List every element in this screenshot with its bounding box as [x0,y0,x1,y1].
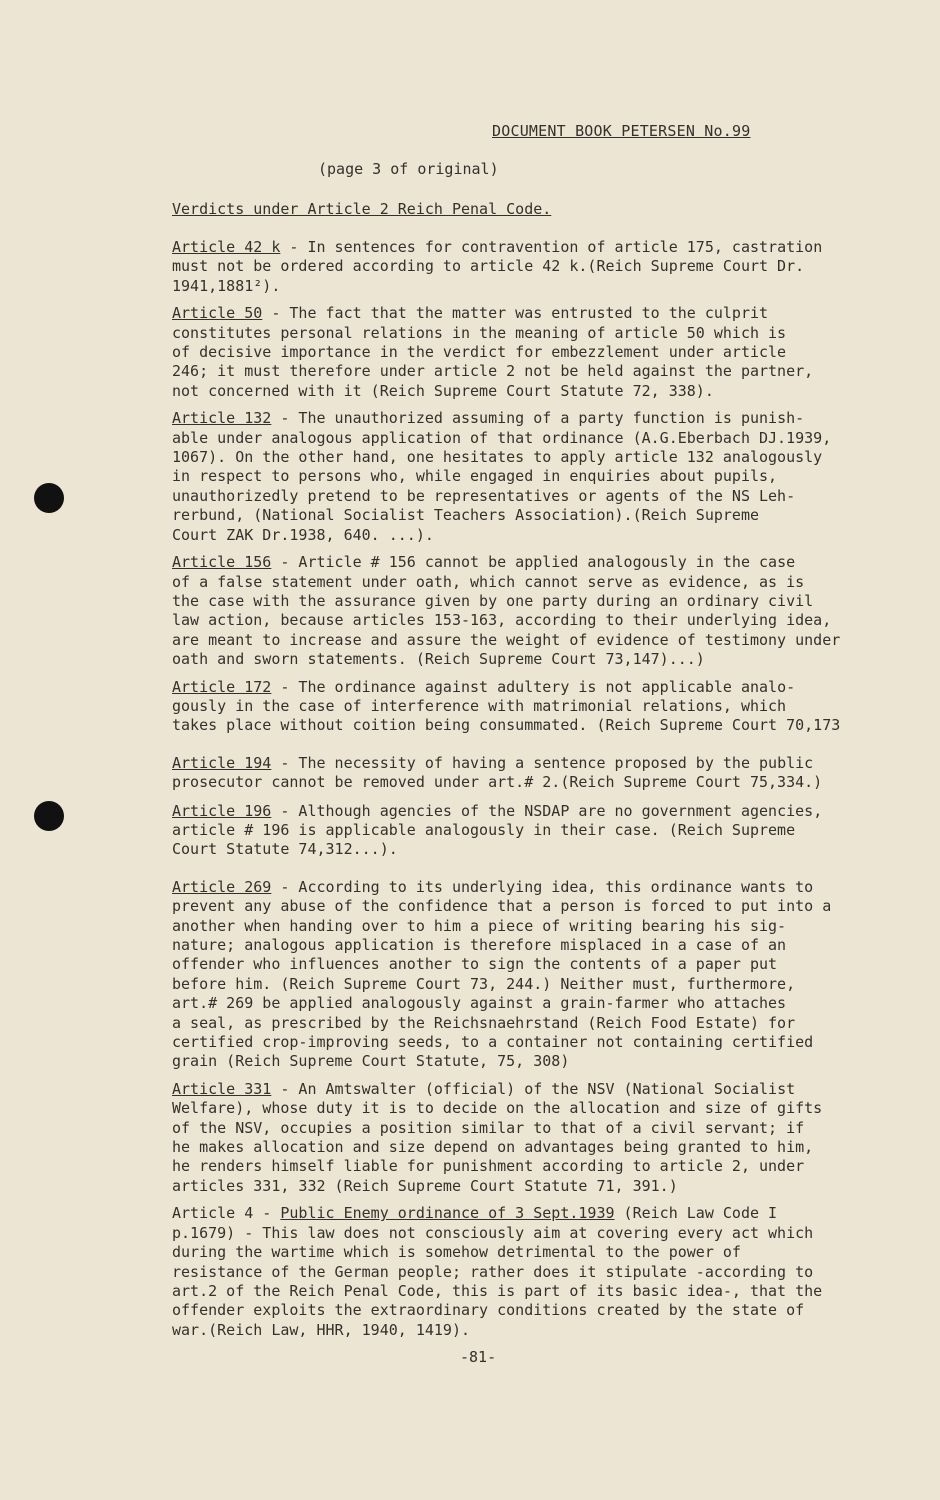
article-paragraph: Article 196 - Although agencies of the NSDAP are no government agencies, article # 196 is applicable analogously in their case. (Reich Supreme Court Statute 74,312...). [172,801,823,859]
article-paragraph: Article 172 - The ordinance against adultery is not applicable analo- gously in the case of interference with matrimonial relations, which takes place without coition being consummated. (Reich Supreme Court 70,173 [172,677,841,735]
article-paragraph: Article 269 - According to its underlying idea, this ordinance wants to prevent any abuse of the confidence that a person is forced to put into a another when handing over to him a piece of writing bearing his sig- nature; analogous application is therefore misplaced in a case of an offender who influences another to sign the contents of a paper put before him. (Reich Supreme Court 73, 244.) Neither must, furthermore, art.# 269 be applied analogously against a grain-farmer who attaches a seal, as prescribed by the Reichsnaehrstand (Reich Food Estate) for certified crop-improving seeds, to a container not containing certified grain (Reich Supreme Court Statute, 75, 308) [172,877,832,1071]
article-paragraph: Article 194 - The necessity of having a sentence proposed by the public prosecutor cannot be removed under art.# 2.(Reich Supreme Court 75,334.) [172,753,823,792]
article-heading: Article 196 [172,801,272,820]
article-heading: Article 194 [172,753,272,772]
article-paragraph: Article 156 - Article # 156 cannot be applied analogously in the case of a false statement under oath, which cannot serve as evidence, as is the case with the assurance given by one party during an ordinary civil law action, because articles 153-163, according to their underlying idea, are meant to increase and assure the weight of evidence of testimony under oath and sworn statements. (Reich Supreme Court 73,147)...) [172,553,841,669]
final-paragraph: Article 4 - Public Enemy ordinance of 3 Sept.1939 (Reich Law Code I p.1679) - This law does not consciously aim at covering every act which during the wartime which is somehow detrimental to the power of resistance of the German people; rather does it stipulate -according to art.2 of the Reich Penal Code, this is part of its basic idea-, that the offender exploits the extraordinary conditions created by the state of war.(Reich Law, HHR, 1940, 1419). [172,1204,823,1339]
article-heading: Article 172 [172,677,272,696]
article-heading: Article 331 [172,1079,272,1098]
document-header: DOCUMENT BOOK PETERSEN No.99 [492,122,751,140]
article-paragraph: Article 331 - An Amtswalter (official) of the NSV (National Socialist Welfare), whose duty it is to decide on the allocation and size of gifts of the NSV, occupies a position similar to that of a civil servant; if he makes allocation and size depend on advantages being granted to him, he renders himself liable for punishment according to article 2, under articles 331, 332 (Reich Supreme Court Statute 71, 391.) [172,1079,823,1195]
article-heading: Article 42 k [172,238,281,256]
section-title: Verdicts under Article 2 Reich Penal Code. [172,200,552,218]
punch-hole [34,801,64,831]
article-heading: Article 156 [172,553,272,572]
article-heading: Article 50 [172,304,263,323]
punch-hole [34,483,64,513]
document-body [172,238,888,1340]
article-paragraph: Article 42 k - In sentences for contravention of article 175, castration must not be ordered according to article 42 k.(Reich Supreme Court Dr. 1941,1881²). [172,238,823,295]
article-heading: Article 4 - [172,1204,281,1223]
article-heading: Article 132 [172,409,272,428]
ordinance-title: Public Enemy ordinance of 3 Sept.1939 [280,1204,615,1223]
article-paragraph: Article 50 - The fact that the matter was entrusted to the culprit constitutes personal relations in the meaning of article 50 which is of decisive importance in the verdict for embezzlement under article 246; it must therefore under article 2 not be held against the partner, not concerned with it (Reich Supreme Court Statute 72, 338). [172,304,814,400]
article-paragraph: Article 132 - The unauthorized assuming of a party function is punish- able under analogous application of that ordinance (A.G.Eberbach DJ.1939, 1067). On the other hand, one hesitates to apply article 132 analogously in respect to persons who, while engaged in enquiries about pupils, unauthorizedly pretend to be representatives or agents of the NS Leh- rerbund, (National Socialist Teachers Association).(Reich Supreme Court ZAK Dr.1938, 640. ...). [172,409,832,544]
page-note: (page 3 of original) [318,160,499,178]
article-heading: Article 269 [172,877,272,896]
page-number: -81- [460,1348,497,1366]
